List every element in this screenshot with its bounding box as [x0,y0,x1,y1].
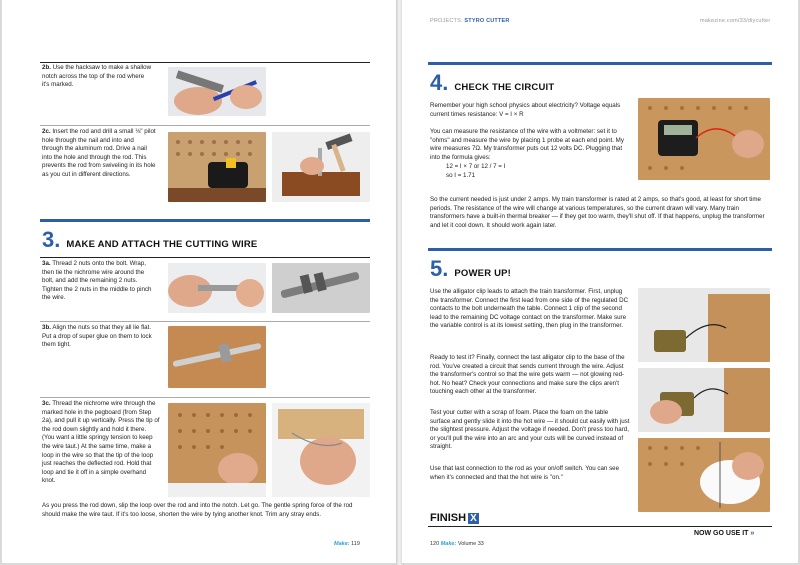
photo-transformer-leads [638,288,770,362]
s5-paragraph: Use that last connection to the rod as your on/off switch. You can see when it's connected and that the hot wire is "on." [430,465,620,481]
photo-tie-wire-loop [272,403,370,497]
photo-hacksaw-notch [168,67,266,116]
section-number: 5. [430,256,449,281]
s4-paragraph: Remember your high school physics about electricity? Voltage equals current times resistance: V = I × R [430,102,621,118]
photo-thread-wire-pegboard [168,403,266,497]
step-3a-text [42,260,156,303]
step-label: 2c. [42,128,51,135]
step-3c-text [42,400,160,486]
photo-drill-pilot-hole [168,132,266,202]
section-divider [40,219,370,222]
s5-paragraph: Ready to test it? Finally, connect the last alligator clip to the base of the rod. You've created a circuit that sends current through the wire. Adjust the transformer's control so that the wire gets warm — not glowing red-hot. No heat? Check your connections and make sure the clips aren't touching each other at the transformer. [430,354,625,396]
finish-marker [430,512,479,524]
header-section: PROJECTS: [430,18,463,24]
page-number: 120 [430,541,440,547]
divider [40,125,370,126]
finish-x-icon: X [470,512,477,524]
volume-label: Volume 33 [457,541,484,547]
page-folio [430,541,484,547]
section-4-heading [430,72,554,94]
step-body: Use the hacksaw to make a shallow notch across the top of the rod where it's marked. [42,64,152,89]
step-body: Thread 2 nuts onto the bolt. Wrap, then tie the nichrome wire around the bolt, and add the remaining 2 nuts. Tighten the 2 nuts in the middle to pinch the wire. [42,260,152,302]
photo-nuts-on-bolt [272,263,370,313]
step-2c-text [42,128,156,180]
s4-paragraph: So the current needed is just under 2 amps. My train transformer is rated at 2 amps, so that's good, at least for short time periods. The resistance of the wire will change at various temperatures, so the current drawn will vary. Many train transformers have a built-in thermal breaker — if they get too warm, they'll shut off. If that happens, unplug the transformer and let it cool down. It should work again later. [430,196,765,229]
header-project: STYRO CUTTER [464,18,510,24]
section-number: 4. [430,70,449,95]
divider [428,526,772,527]
section-3-heading [42,229,257,251]
photo-aligned-nuts [168,326,266,388]
step-body: Thread the nichrome wire through the marked hole in the pegboard (from Step 2a), and pull it up vertically. Press the tip of the rod down slightly and hold it there. (You want a little springy tension to keep the wire taut.) At the same time, make a loop in the wire so that the tip of the loop just reaches the deflected rod. Hold that loop and tie it off in a simple overhand knot. [42,400,160,485]
closing-paragraph: As you press the rod down, slip the loop over the rod and into the notch. Let go. The gentle spring force of the rod should make the wire taut. If it's too loose, shorten the wire by tying another knot. Trim any stray ends. [42,502,353,518]
section-title: CHECK THE CIRCUIT [454,82,555,93]
section-5-heading [430,258,511,280]
photo-adjust-transformer [638,368,770,432]
go-use-it-callout [694,530,754,537]
step-label: 3b. [42,324,51,331]
header-url: makezine.com/33/diycutter [700,18,771,24]
divider [40,62,370,63]
brand-logo: Make: [440,541,457,547]
finish-label: FINISH [430,512,467,524]
brand-logo: Make: [334,541,350,547]
step-3b-text [42,324,156,350]
s5-paragraph: Use the alligator clip leads to attach the train transformer. First, unplug the transformer. Connect the first lead from one side of the regulated DC contacts to the bolt underneath the table. Connect 1 clip of the second lead to the remaining DC voltage contact on the transformer. Make sure the variable control is at its lowest setting, then plug in the transformer. [430,288,629,330]
divider [40,397,370,398]
page-folio [334,541,360,547]
running-header [430,18,510,24]
section-title: POWER UP! [454,268,512,279]
section-divider [428,62,772,65]
step-body: Insert the rod and drill a small ⅛" pilot hole through the nail and into and through the aluminum rod. Drive a nail into the hole and through the rod. This prevents the rod from swiveling in its hole as you cut in different directions. [42,128,156,178]
step-body: Align the nuts so that they all lie flat. Put a drop of super glue on them to lock them tight. [42,324,152,349]
photo-hammer-nail [272,132,370,202]
photo-wrap-wire-bolt [168,263,266,313]
s5-paragraph: Test your cutter with a scrap of foam. Place the foam on the table surface and gently slide it into the hot wire — it should cut easily with just the slightest pressure. Adjust the voltage if needed. Don't press too hard, or you'll pull the wire into an arc and your cuts will be curved instead of straight. [430,409,630,451]
step-2b-text [42,64,152,90]
section-number: 3. [42,227,61,252]
section-title: MAKE AND ATTACH THE CUTTING WIRE [66,239,258,250]
s4-equation: 12 = I × 7 or 12 / 7 = I [446,163,506,170]
divider [40,321,370,322]
go-use-it-text: NOW GO USE IT [694,530,749,537]
photo-voltmeter [638,98,770,180]
right-page [402,0,798,563]
section-divider [428,248,772,251]
step-label: 2b. [42,64,51,71]
step-label: 3c. [42,400,51,407]
page-number: 119 [351,541,360,547]
double-chevron-icon: » [750,530,755,537]
s4-equation: so I = 1.71 [446,172,476,179]
photo-cut-foam [638,438,770,512]
step-label: 3a. [42,260,51,267]
left-page [2,0,398,563]
divider [40,257,370,258]
s4-paragraph: You can measure the resistance of the wire with a voltmeter: set it to "ohms" and measure the wire by placing 1 probe at each end point. My wire measures 7Ω. My transformer puts out 12 volts DC. Plugging that into the formula gives: [430,128,624,161]
